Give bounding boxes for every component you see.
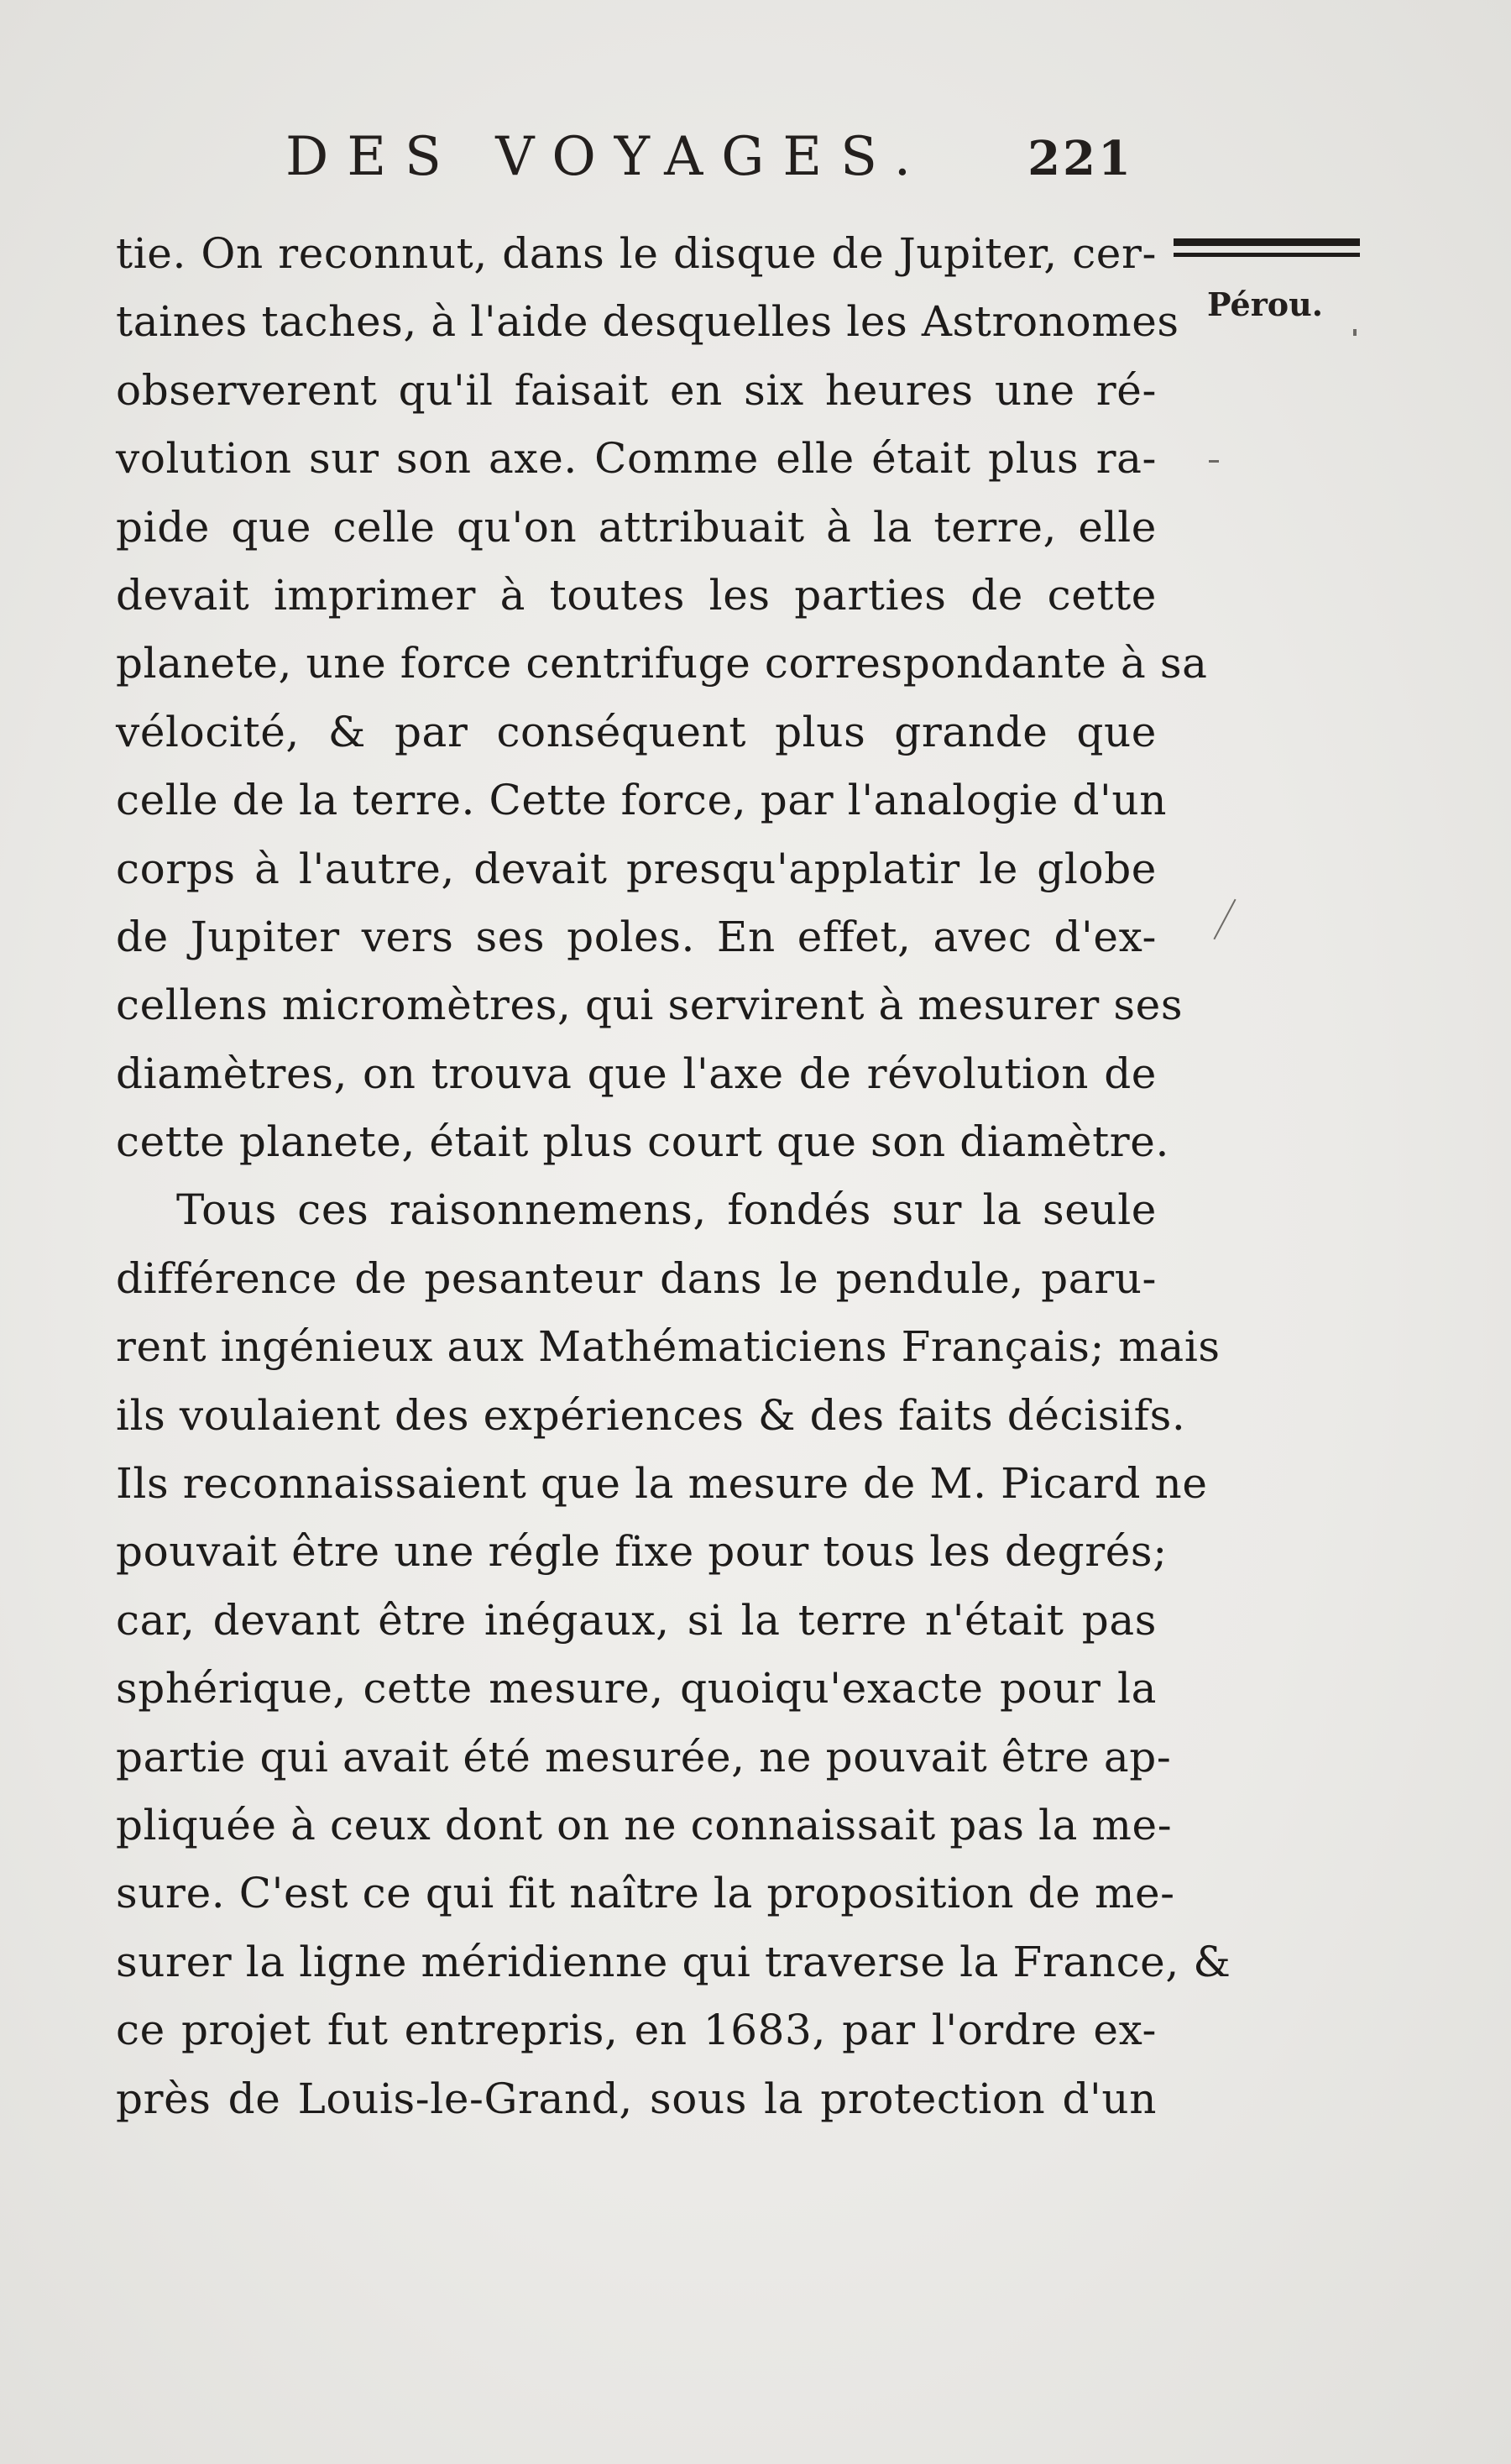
text-line: différence de pesanteur dans le pendule, paru- — [116, 1253, 1157, 1303]
margin-double-rule — [1174, 238, 1360, 262]
paper-mark — [1353, 329, 1357, 336]
text-line: pide que celle qu'on attribuait à la terre, elle — [116, 502, 1157, 552]
text-line: taines taches, à l'aide desquelles les Astronomes — [116, 297, 1179, 347]
text-line: sure. C'est ce qui fit naître la proposition de me- — [116, 1869, 1175, 1918]
page-number: 221 — [1027, 131, 1133, 186]
text-line: de Jupiter vers ses poles. En effet, avec d'ex- — [116, 912, 1157, 961]
paper-mark — [1209, 460, 1219, 463]
text-line: corps à l'autre, devait presqu'applatir le globe — [116, 844, 1157, 893]
text-line: celle de la terre. Cette force, par l'analogie d'un — [116, 776, 1168, 825]
text-line: vélocité, & par conséquent plus grande que — [116, 707, 1157, 756]
text-line: sphérique, cette mesure, quoiqu'exacte pour la — [116, 1664, 1157, 1713]
text-line: car, devant être inégaux, si la terre n'était pas — [116, 1595, 1157, 1645]
text-line: diamètres, on trouva que l'axe de révolution de — [116, 1049, 1157, 1098]
text-line: partie qui avait été mesurée, ne pouvait être ap- — [116, 1732, 1172, 1781]
text-line: observerent qu'il faisait en six heures une ré- — [116, 365, 1157, 415]
text-line: devait imprimer à toutes les parties de cette — [116, 570, 1157, 620]
text-line: ils voulaient des expériences & des faits décisifs. — [116, 1390, 1186, 1440]
text-line: cellens micromètres, qui servirent à mesurer ses — [116, 981, 1184, 1030]
body-text — [116, 220, 1231, 2133]
text-line: surer la ligne méridienne qui traverse la France, & — [116, 1937, 1231, 1986]
text-line: ce projet fut entrepris, en 1683, par l'ordre ex- — [116, 2006, 1157, 2055]
text-line: rent ingénieux aux Mathématiciens Français; mais — [116, 1322, 1221, 1372]
text-line: près de Louis-le-Grand, sous la protection d'un — [116, 2074, 1157, 2123]
margin-rule-thick — [1174, 238, 1360, 246]
running-head-title: DES VOYAGES. — [285, 126, 930, 188]
paragraph-first-line: Tous ces raisonnemens, fondés sur la seule — [176, 1185, 1157, 1235]
running-head — [285, 126, 1133, 201]
margin-rule-thin — [1174, 253, 1360, 257]
text-line: volution sur son axe. Comme elle était plus ra- — [116, 434, 1157, 484]
text-line: pouvait être une régle fixe pour tous les degrés; — [116, 1527, 1168, 1577]
text-line: planete, une force centrifuge correspondante à sa — [116, 639, 1208, 688]
text-line: cette planete, était plus court que son diamètre. — [116, 1117, 1169, 1167]
text-line: tie. On reconnut, dans le disque de Jupiter, cer- — [116, 229, 1157, 278]
paper-mark — [1213, 899, 1236, 940]
text-line: pliquée à ceux dont on ne connaissait pas la me- — [116, 1800, 1173, 1849]
margin-note: Pérou. — [1207, 285, 1323, 323]
text-line: Ils reconnaissaient que la mesure de M. Picard ne — [116, 1459, 1208, 1509]
